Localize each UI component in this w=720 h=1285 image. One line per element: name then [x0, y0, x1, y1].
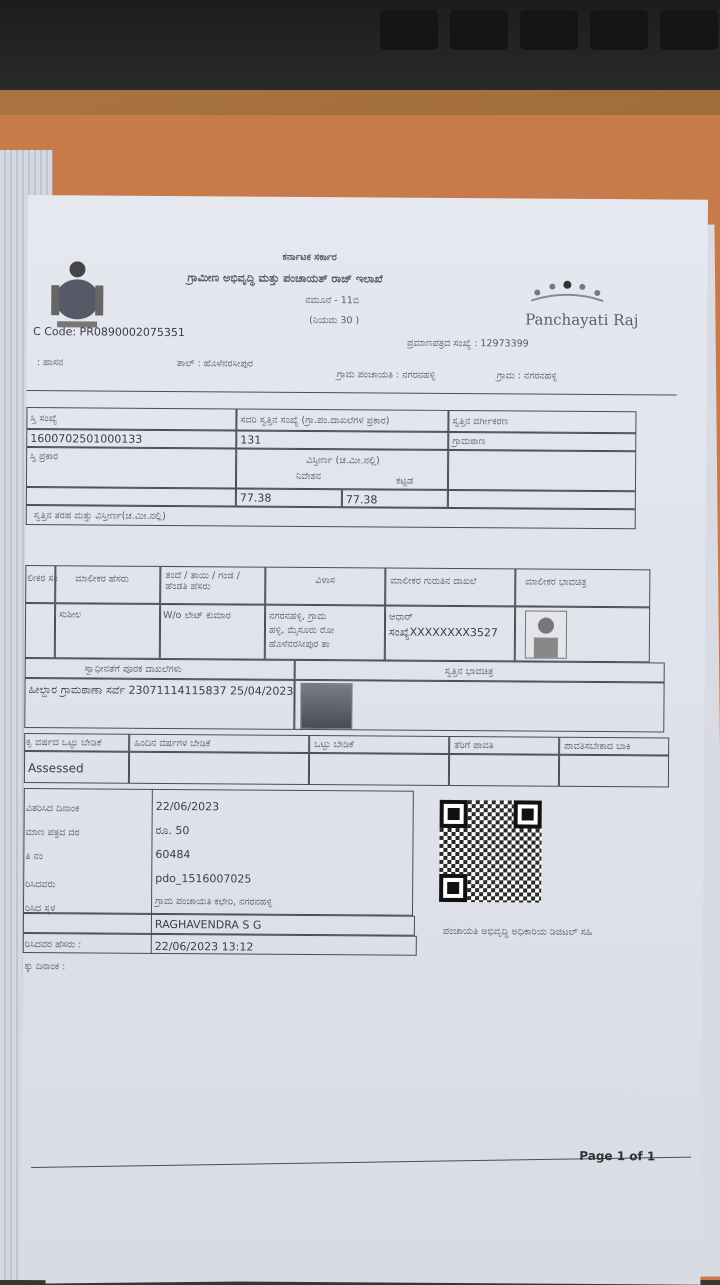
keyboard — [0, 0, 720, 95]
people-icon — [517, 278, 627, 309]
built-area: 77.38 — [345, 493, 378, 507]
karnataka-emblem-icon — [37, 255, 118, 336]
rule-number: (ನಿಯಮ 30 ) — [309, 314, 360, 327]
c-code: C Code: PR0890002075351 — [33, 325, 185, 340]
issue-date-label: ವಿತರಿಸಿದ ದಿನಾಂಕ — [25, 802, 80, 815]
fee-label: ಮಾಣ ಪತ್ರದ ದರ — [25, 826, 80, 839]
person-icon — [526, 611, 566, 657]
tax-paid-header: ತೆರಿಗೆ ಪಾವತಿ — [454, 739, 494, 752]
receipt-number: 60484 — [155, 847, 191, 862]
address-line-1: ನಗರನಹಳ್ಳಿ, ಗ್ರಾಮ — [269, 610, 327, 623]
issued-by-label: ರಿಸಿದವರು — [25, 878, 56, 891]
id-proof-number: ಸಂಖ್ಯೆXXXXXXXX3527 — [388, 625, 498, 640]
owner-name: ಸುಶೀಲ — [59, 609, 82, 621]
acquisition-document: ಹೀಲ್ದಾರ ಗ್ರಾಮಠಾಣಾ ಸರ್ವೆ 23071114115837 25/04/2023 — [28, 683, 294, 698]
logo-text: Panchayati Raj — [525, 310, 639, 330]
issuer-name-label: ರಿಸಿದವರ ಹೆಸರು : — [24, 938, 82, 951]
building-header: ಕಟ್ಟಡ — [395, 475, 414, 487]
assessment-status: Assessed — [27, 761, 84, 776]
qr-code[interactable] — [439, 800, 542, 903]
owner-sl-header: ಲೀಕರ ಸಂ — [27, 573, 58, 585]
owner-photo-header: ಮಾಲೀಕರ ಭಾವಚಿತ್ರ — [525, 576, 587, 588]
form-number: ನಮೂನೆ - 11ಬಿ — [305, 294, 360, 307]
owner-name-header: ಮಾಲೀಕರ ಹೆಸರು — [75, 573, 129, 585]
page-number: Page 1 of 1 — [579, 1148, 656, 1164]
total-demand-header: ಒಟ್ಟು ಬೇಡಿಕೆ — [314, 739, 354, 751]
previous-demand-header: ಹಿಂದಿನ ವರ್ಷಗಳ ಬೇಡಿಕೆ — [134, 737, 211, 750]
place-label: ರಿಸಿದ ಸ್ಥಳ — [24, 902, 56, 915]
property-type-header: ಸ್ತಿ ಪ್ರಕಾರ — [30, 451, 59, 463]
address-line-3: ಹೊಳೆನರಸೀಪುರ ತಾ — [268, 638, 330, 651]
gov-title: ಕರ್ನಾಟಕ ಸರ್ಕಾರ — [282, 251, 337, 264]
site-area: 77.38 — [239, 491, 272, 505]
classification-header: ಸ್ವತ್ತಿನ ವರ್ಗೀಕರಣ — [452, 415, 509, 428]
issue-date: 22/06/2023 — [155, 799, 220, 814]
property-id: 1600702501000133 — [30, 432, 143, 446]
owner-photo — [525, 610, 567, 658]
demand-header: ಕೃ ವರ್ಷದ ಒಟ್ಟು ಬೇಡಿಕೆ — [26, 737, 102, 749]
property-id-header: ಸ್ತಿ ಸಂಖ್ಯೆ — [30, 413, 58, 425]
area-header: ವಿಸ್ತೀರ್ಣ (ಚ.ಮೀ.ನಲ್ಲಿ) — [306, 454, 380, 467]
sign-date: 22/06/2023 13:12 — [154, 939, 254, 954]
site-header: ನಿವೇಶನ — [296, 470, 322, 483]
issued-by: pdo_1516007025 — [155, 871, 252, 886]
property-photo — [300, 683, 352, 729]
due-header: ಪಾವತಿಸಬೇಕಾದ ಬಾಕಿ — [564, 740, 631, 753]
property-photo-header: ಸ್ವತ್ತಿನ ಭಾವಚಿತ್ರ — [444, 665, 494, 678]
district: : ಹಾಸನ — [36, 357, 64, 369]
id-proof-type: ಆಧಾರ್ — [389, 611, 413, 623]
village: ಗ್ರಾಮ : ನಗರನಹಳ್ಳಿ — [496, 370, 558, 382]
address-line-2: ಹಳ್ಳಿ, ಮೈಸೂರು ರೋ — [268, 624, 335, 637]
survey-number: 131 — [240, 433, 262, 447]
documents-header: ಸ್ವಾಧೀನತೆಗೆ ಪೂರಕ ದಾಖಲೆಗಳು — [84, 663, 182, 676]
classification: ಗ್ರಾಮಠಾಣ — [452, 435, 486, 448]
taluk: ತಾಲ್ : ಹೊಳೆನರಸೀಪುರ — [176, 358, 254, 370]
dept-title: ಗ್ರಾಮೀಣ ಅಭಿವೃದ್ಧಿ ಮತ್ತು ಪಂಚಾಯತ್ ರಾಜ್ ಇಲಾಖೆ — [187, 271, 383, 286]
document-page — [20, 195, 708, 1285]
father-name: W/o ಲೇಟ್ ಕುಮಾರ — [163, 609, 231, 622]
receipt-label: ತಿ ನಂ — [25, 850, 43, 863]
fee: ರೂ. 50 — [155, 823, 190, 838]
issue-place: ಗ್ರಾಮ ಪಂಚಾಯತಿ ಕಛೇರಿ, ನಗರನಹಳ್ಳಿ — [155, 895, 273, 908]
description-header: ಸ್ವತ್ತಿನ ತರಹ ಮತ್ತು ವಿಸ್ತೀರ್ಣ(ಚ.ಮೀ.ನಲ್ಲಿ) — [33, 510, 166, 522]
sign-date-label: ಕ್ಕು ದಿನಾಂಕ : — [24, 960, 66, 973]
digital-signature-note: ಪಂಚಾಯತಿ ಅಭಿವೃದ್ಧಿ ಅಧಿಕಾರಿಯ ಡಿಜಿಟಲ್ ಸಹಿ — [442, 925, 593, 938]
id-proof-header: ಮಾಲೀಕರ ಗುರುತಿನ ದಾಖಲೆ — [390, 575, 477, 588]
survey-header: ಸದರಿ ಸ್ವತ್ತಿನ ಸಂಖ್ಯೆ (ಗ್ರಾ.ಪಂ.ದಾಖಲೆಗಳ ಪ್ರಕಾರ) — [240, 414, 390, 427]
father-header: ತಂದೆ / ತಾಯಿ / ಗಂಡ / ಹೆಂಡತಿ ಹೆಸರು — [165, 569, 240, 593]
address-header: ವಿಳಾಸ — [315, 575, 336, 587]
certificate-number: ಪ್ರಮಾಣಪತ್ರದ ಸಂಖ್ಯೆ : 12973399 — [406, 337, 529, 350]
issuer-name: RAGHAVENDRA S G — [154, 917, 262, 932]
panchayati-raj-logo — [517, 278, 639, 339]
gram-panchayat: ಗ್ರಾಮ ಪಂಚಾಯತಿ : ನಗರನಹಳ್ಳಿ — [336, 369, 436, 381]
